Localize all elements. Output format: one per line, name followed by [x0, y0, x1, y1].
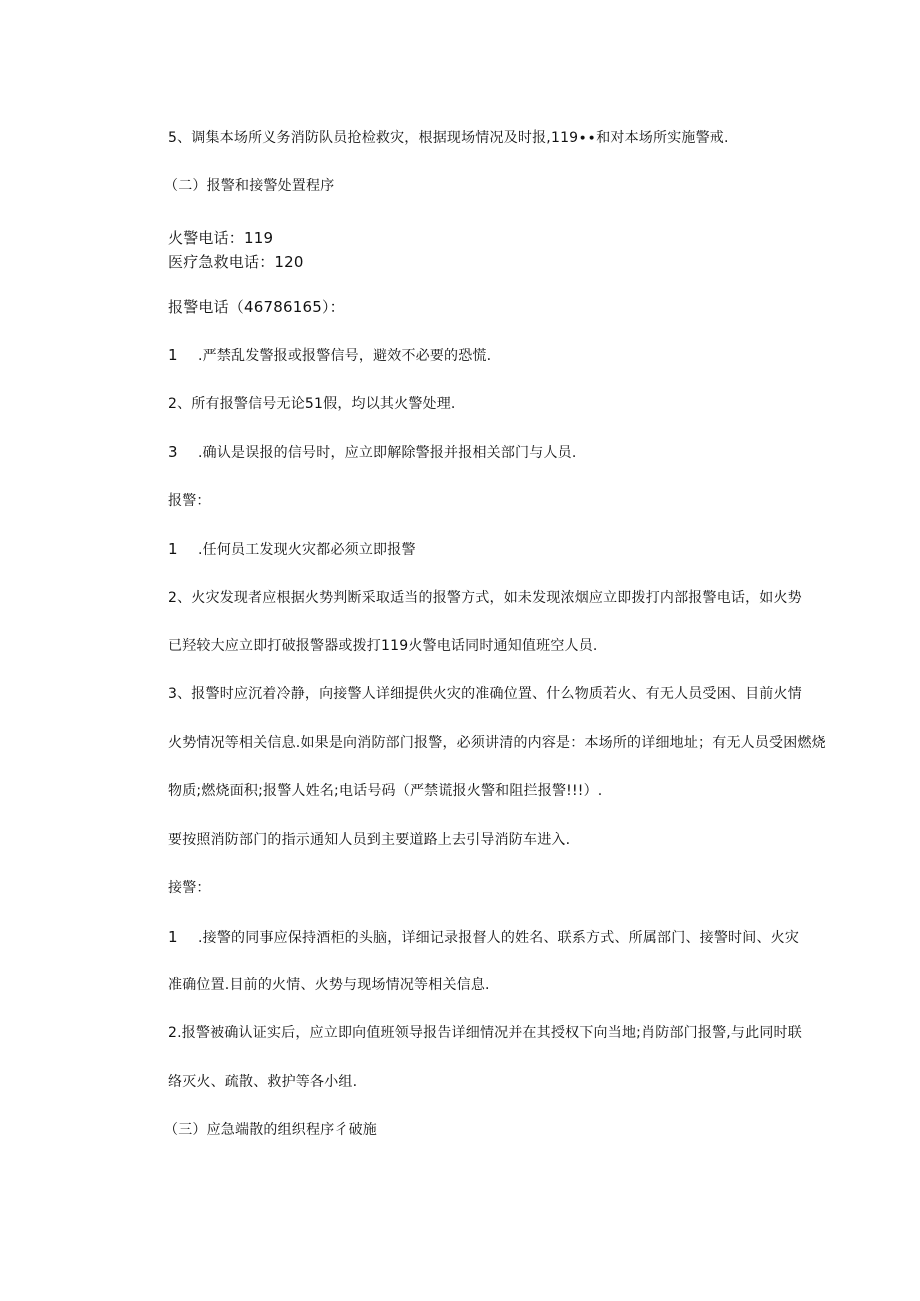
rule-1-number: 1 — [168, 346, 178, 364]
receive-item-1-line-2: 准确位置.目前的火情、火势与现场情况等相关信息. — [168, 977, 490, 993]
receive-item-1-line-1 — [168, 927, 799, 948]
paragraph-5-dispatch: 5、调集本场所义务消防队员抢检救灾，根据现场情况及时报,119∙∙和对本场所实施警戒. — [168, 130, 729, 146]
rule-3-number: 3 — [168, 443, 178, 461]
alarm-heading: 报警： — [168, 493, 211, 509]
receive-item-1-number: 1 — [168, 928, 178, 946]
section-heading-2: （二）报警和接警处置程序 — [164, 178, 335, 194]
fire-phone-line: 火警电话：119 — [168, 229, 274, 247]
section-heading-3: （三）应急端散的组织程序彳破施 — [164, 1122, 377, 1138]
rule-3-text: .确认是误报的信号时，应立即解除警报并报相关部门与人员. — [198, 445, 577, 461]
alarm-item-3-line-2: 火势情况等相关信息.如果是向消防部门报警，必须讲清的内容是：本场所的详细地址；有无人员受困燃烧 — [168, 735, 826, 751]
rule-1-text: .严禁乱发警报或报警信号，避效不必要的恐慌. — [198, 348, 492, 364]
receive-item-1-text: .接警的同事应保持酒柜的头脑，详细记录报督人的姓名、联系方式、所属部门、接警时间、火灾 — [198, 930, 800, 946]
rule-3 — [168, 442, 577, 463]
rule-1 — [168, 345, 491, 366]
guide-fire-truck-paragraph: 要按照消防部门的指示通知人员到主要道路上去引导消防车进入. — [168, 832, 571, 848]
alarm-item-2-line-2: 已羟较大应立即打破报警器或拨打119火警电话同时通知值班空人员. — [168, 638, 598, 654]
receive-item-2-line-1: 2.报警被确认证实后，应立即向值班领导报告详细情况并在其授权下向当地;肖防部门报警,与此同时联 — [168, 1025, 802, 1041]
alarm-item-3-line-1: 3、报警时应沉着冷静，向接警人详细提供火灾的准确位置、什么物质若火、有无人员受困、目前火情 — [168, 686, 802, 702]
alarm-item-2-line-1: 2、火灾发现者应根据火势判断采取适当的报警方式，如未发现浓烟应立即拨打内部报警电话，如火势 — [168, 590, 802, 606]
medical-phone-line: 医疗急救电话：120 — [168, 253, 304, 271]
alarm-item-3-line-3: 物质;燃烧面积;报警人姓名;电话号码（严禁谎报火警和阻拦报警!!!）. — [168, 783, 603, 799]
alarm-item-1 — [168, 539, 416, 560]
alarm-item-1-number: 1 — [168, 540, 178, 558]
alarm-phone-line: 报警电话（46786165）： — [168, 298, 345, 316]
alarm-item-1-text: .任何员工发现火灾都必须立即报警 — [198, 542, 416, 558]
receive-item-2-line-2: 络灭火、疏散、救护等各小组. — [168, 1074, 358, 1090]
receive-heading: 接警： — [168, 880, 211, 896]
rule-2: 2、所有报警信号无论51假，均以其火警处理. — [168, 396, 456, 412]
